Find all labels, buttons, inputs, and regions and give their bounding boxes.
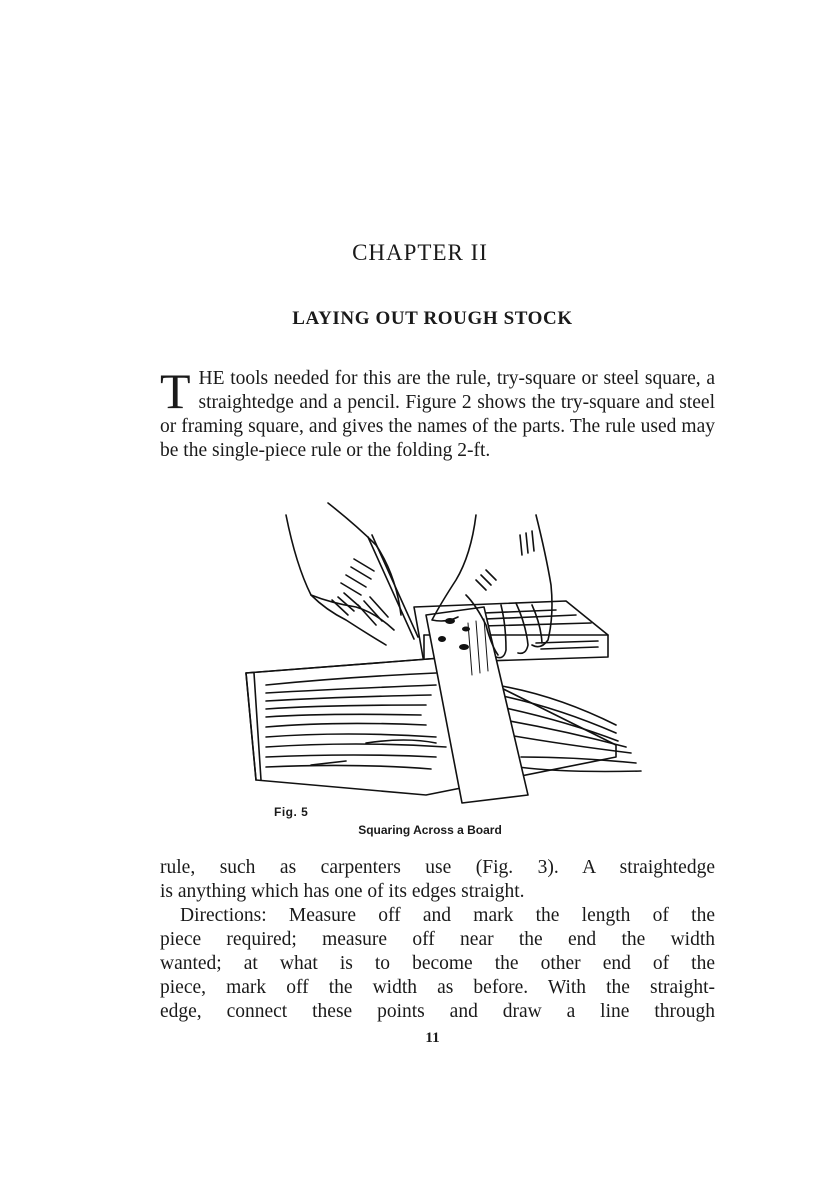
drop-cap: T: [160, 363, 191, 419]
text-line: edge, connect these points and draw a line through: [160, 1001, 715, 1022]
figure-label: Fig. 5: [274, 805, 309, 819]
page-number: 11: [425, 1030, 440, 1046]
text-line: rule, such as carpenters use (Fig. 3). A straightedge: [160, 857, 715, 878]
text-line: piece, mark off the width as before. With the straight-: [160, 977, 715, 998]
text-line: piece required; measure off near the end the width: [160, 929, 715, 950]
section-title: LAYING OUT ROUGH STOCK: [292, 308, 573, 329]
intro-paragraph: [160, 363, 715, 463]
text-line: is anything which has one of its edges straight.: [160, 881, 525, 902]
directions-paragraph: [160, 904, 715, 1024]
chapter-title: CHAPTER II: [352, 240, 488, 265]
continued-paragraph: [160, 856, 715, 904]
figure-caption: Squaring Across a Board: [358, 823, 502, 837]
hands-squaring-board-illustration: [236, 495, 646, 815]
intro-text: HE tools needed for this are the rule, try-square or steel square, a straightedge and a pencil. Figure 2 shows the try-square and steel or framing square, and gives the names of the parts. The rule used may be the single-piece rule or the folding 2-ft.: [160, 368, 715, 461]
text-line: wanted; at what is to become the other end of the: [160, 953, 715, 974]
figure-illustration: [236, 495, 646, 815]
text-line: Directions: Measure off and mark the length of the: [180, 905, 715, 926]
